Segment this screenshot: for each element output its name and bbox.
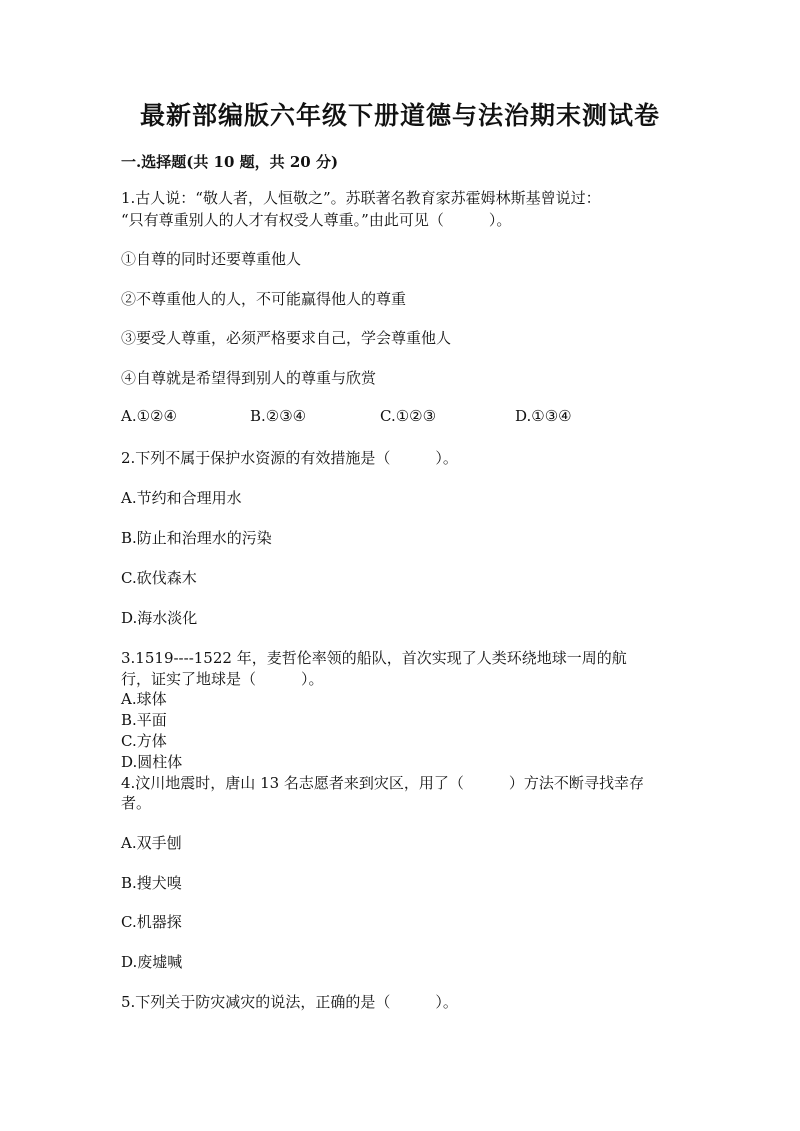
question-1-option-a: A.①②④ (121, 407, 177, 425)
question-3-stem-line-1: 3.1519----1522 年，麦哲伦率领的船队，首次实现了人类环绕地球一周的航 (121, 649, 627, 667)
question-1-statement-3: ③要受人尊重，必须严格要求自己，学会尊重他人 (121, 329, 452, 347)
question-2-option-a: A.节约和合理用水 (121, 489, 242, 507)
question-1-option-c: C.①②③ (380, 407, 437, 425)
question-3-option-d: D.圆柱体 (121, 753, 183, 771)
question-3-option-a: A.球体 (121, 690, 167, 708)
page-title: 最新部编版六年级下册道德与法治期末测试卷 (139, 101, 660, 130)
question-2-option-b: B.防止和治理水的污染 (121, 529, 272, 547)
question-4-option-a: A.双手刨 (121, 834, 182, 852)
question-4-stem-line-1: 4.汶川地震时，唐山 13 名志愿者来到灾区，用了（ ）方法不断寻找幸存 (121, 774, 644, 792)
question-1-stem-line-2: “只有尊重别人的人才有权受人尊重。”由此可见（ ）。 (121, 211, 512, 229)
question-5-stem: 5.下列关于防灾减灾的说法，正确的是（ ）。 (121, 993, 458, 1011)
question-1-statement-1: ①自尊的同时还要尊重他人 (121, 250, 302, 268)
question-4-option-d: D.废墟喊 (121, 953, 183, 971)
question-1-statement-4: ④自尊就是希望得到别人的尊重与欣赏 (121, 369, 377, 387)
question-2-stem: 2.下列不属于保护水资源的有效措施是（ ）。 (121, 449, 458, 467)
question-1-option-b: B.②③④ (250, 407, 307, 425)
question-1-option-d: D.①③④ (515, 407, 572, 425)
question-3-stem-line-2: 行，证实了地球是（ ）。 (121, 670, 324, 688)
question-4-option-c: C.机器探 (121, 913, 182, 931)
section-heading: 一.选择题(共 10 题，共 20 分) (121, 153, 339, 171)
question-1-statement-2: ②不尊重他人的人，不可能赢得他人的尊重 (121, 290, 407, 308)
question-3-option-c: C.方体 (121, 732, 167, 750)
question-2-option-d: D.海水淡化 (121, 609, 198, 627)
question-4-stem-line-2: 者。 (121, 794, 152, 812)
question-1-stem-line-1: 1.古人说：“敬人者，人恒敬之”。苏联著名教育家苏霍姆林斯基曾说过： (121, 189, 601, 207)
question-4-option-b: B.搜犬嗅 (121, 874, 182, 892)
question-2-option-c: C.砍伐森木 (121, 569, 197, 587)
question-3-option-b: B.平面 (121, 711, 167, 729)
